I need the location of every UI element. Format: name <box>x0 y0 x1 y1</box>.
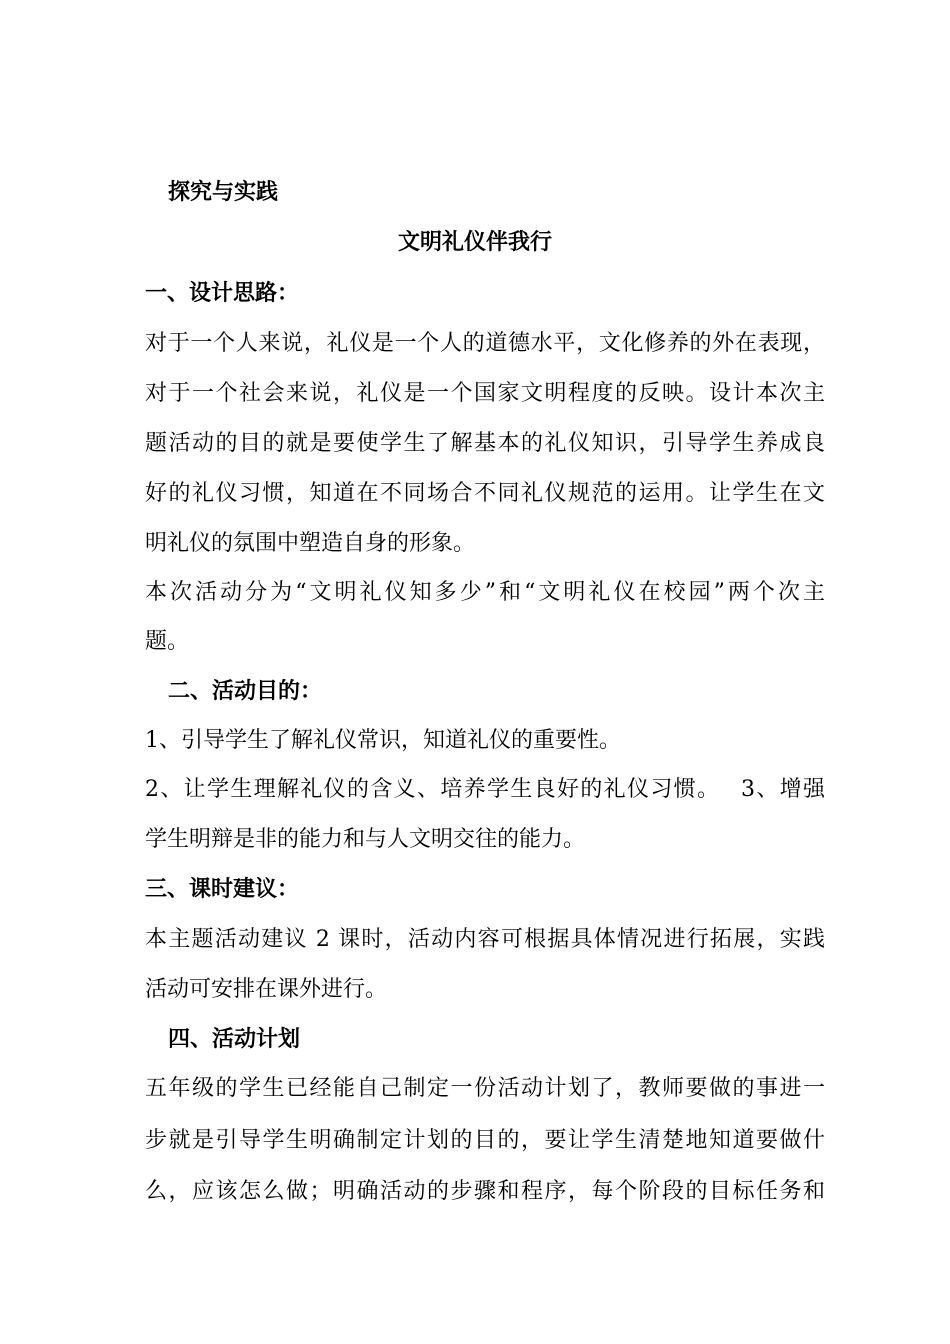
paragraph-line: 对于一个社会来说，礼仪是一个国家文明程度的反映。设计本次主 <box>145 381 825 406</box>
heading-plan: 四、活动计划 <box>168 1027 301 1052</box>
paragraph-line: 题活动的目的就是要使学生了解基本的礼仪知识，引导学生养成良 <box>145 431 825 456</box>
paragraph-line: 么，应该怎么做；明确活动的步骤和程序，每个阶段的目标任务和 <box>145 1179 825 1204</box>
paragraph-line: 本次活动分为“文明礼仪知多少”和“文明礼仪在校园”两个次主 <box>145 580 825 605</box>
paragraph-line: 活动可安排在课外进行。 <box>145 977 388 1002</box>
document-title: 文明礼仪伴我行 <box>397 230 552 255</box>
paragraph-line: 步就是引导学生明确制定计划的目的，要让学生清楚地知道要做什 <box>145 1128 825 1153</box>
list-item: 2、让学生理解礼仪的含义、培养学生良好的礼仪习惯。 3、增强 <box>145 777 825 802</box>
paragraph-line: 对于一个人来说，礼仪是一个人的道德水平，文化修养的外在表现， <box>145 331 825 356</box>
paragraph-line: 本主题活动建议 2 课时，活动内容可根据具体情况进行拓展，实践 <box>145 927 825 952</box>
paragraph-line: 五年级的学生已经能自己制定一份活动计划了，教师要做的事进一 <box>145 1076 825 1101</box>
list-item: 1、引导学生了解礼仪常识，知道礼仪的重要性。 <box>145 728 621 753</box>
heading-hours: 三、课时建议： <box>145 877 300 902</box>
paragraph-line: 明礼仪的氛围中塑造自身的形象。 <box>145 531 476 556</box>
paragraph-line: 好的礼仪习惯，知道在不同场合不同礼仪规范的运用。让学生在文 <box>145 481 825 506</box>
list-item: 学生明辩是非的能力和与人文明交往的能力。 <box>145 827 586 852</box>
heading-design: 一、设计思路： <box>145 281 300 306</box>
paragraph-line: 题。 <box>145 629 190 654</box>
heading-goals: 二、活动目的： <box>168 679 323 704</box>
section-label: 探究与实践 <box>168 180 279 205</box>
